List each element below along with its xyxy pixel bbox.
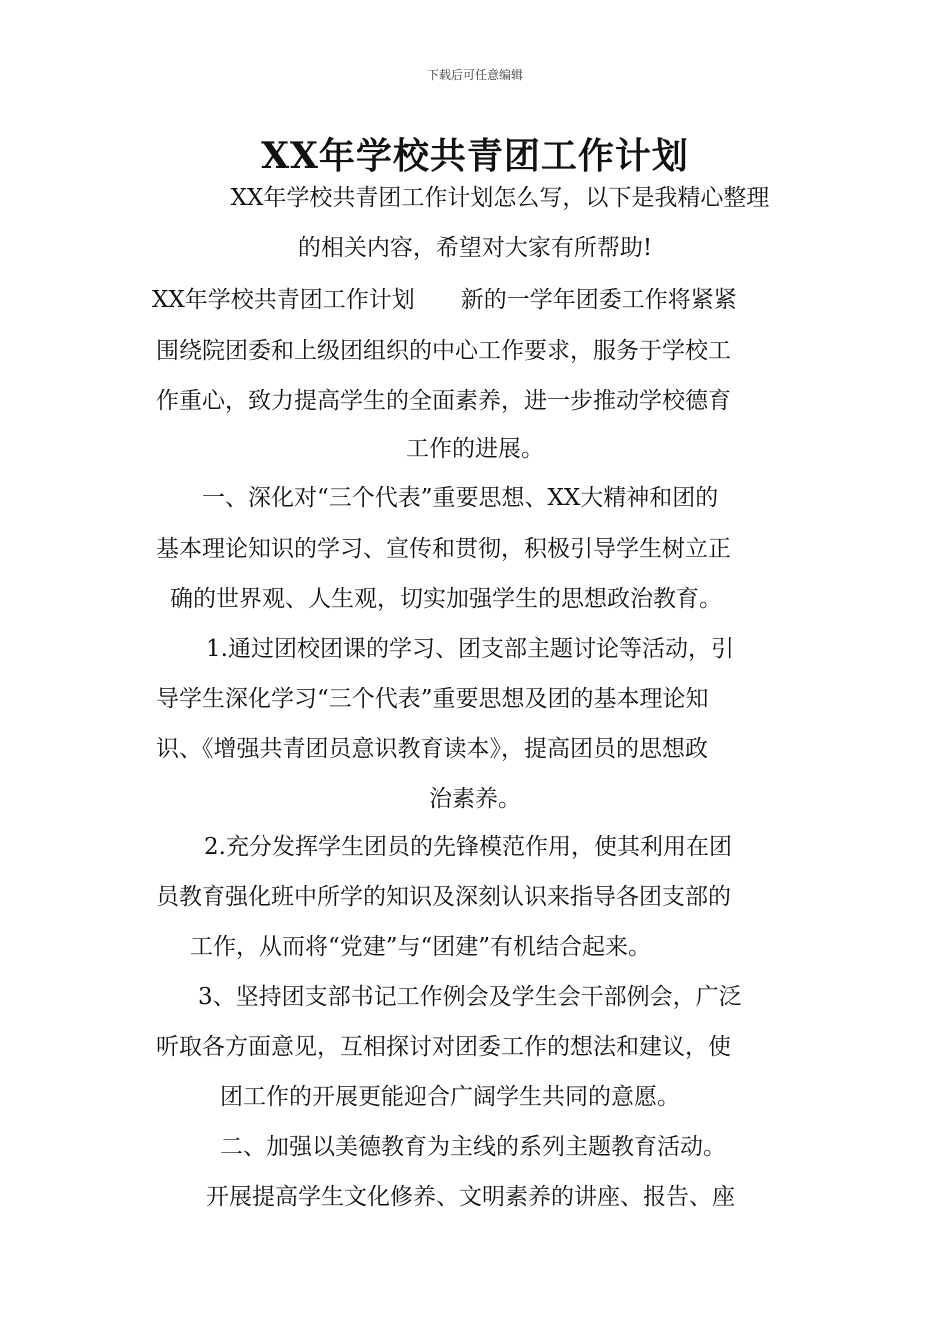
body-line-4: 围绕院团委和上级团组织的中心工作要求，服务于学校工 [156, 338, 731, 364]
body-line-16: 工作，从而将“党建”与“团建”有机结合起来。 [190, 934, 652, 960]
body-line-20: 二、加强以美德教育为主线的系列主题教育活动。 [220, 1134, 726, 1160]
body-line-14: 2.充分发挥学生团员的先锋模范作用，使其利用在团 [204, 834, 732, 860]
body-line-2: 的相关内容，希望对大家有所帮助! [297, 235, 653, 261]
body-line-7: 一、深化对“三个代表”重要思想、XX大精神和团的 [202, 485, 719, 511]
body-line-21: 开展提高学生文化修养、文明素养的讲座、报告、座 [206, 1184, 735, 1210]
body-line-8: 基本理论知识的学习、宣传和贯彻，积极引导学生树立正 [156, 536, 731, 562]
body-line-10: 1.通过团校团课的学习、团支部主题讨论等活动，引 [206, 636, 734, 662]
body-line-19: 团工作的开展更能迎合广阔学生共同的意愿。 [220, 1084, 680, 1110]
body-line-1: XX年学校共青团工作计划怎么写，以下是我精心整理 [230, 185, 770, 211]
document-title: XX年学校共青团工作计划 [261, 135, 689, 177]
body-line-5: 作重心，致力提高学生的全面素养，进一步推动学校德育 [156, 388, 731, 414]
body-line-13: 治素养。 [429, 786, 521, 812]
body-line-18: 听取各方面意见，互相探讨对团委工作的想法和建议，使 [156, 1034, 731, 1060]
body-line-11: 导学生深化学习“三个代表”重要思想及团的基本理论知 [156, 686, 709, 712]
body-line-17: 3、坚持团支部书记工作例会及学生会干部例会，广泛 [198, 984, 742, 1010]
header-note: 下载后可任意编辑 [426, 68, 523, 82]
body-line-9: 确的世界观、人生观，切实加强学生的思想政治教育。 [170, 586, 722, 612]
body-line-6: 工作的进展。 [406, 436, 544, 462]
body-line-12: 识、《增强共青团员意识教育读本》，提高团员的思想政 [156, 736, 708, 762]
body-line-3: XX年学校共青团工作计划 新的一学年团委工作将紧紧 [152, 287, 737, 313]
body-line-15: 员教育强化班中所学的知识及深刻认识来指导各团支部的 [156, 884, 731, 910]
